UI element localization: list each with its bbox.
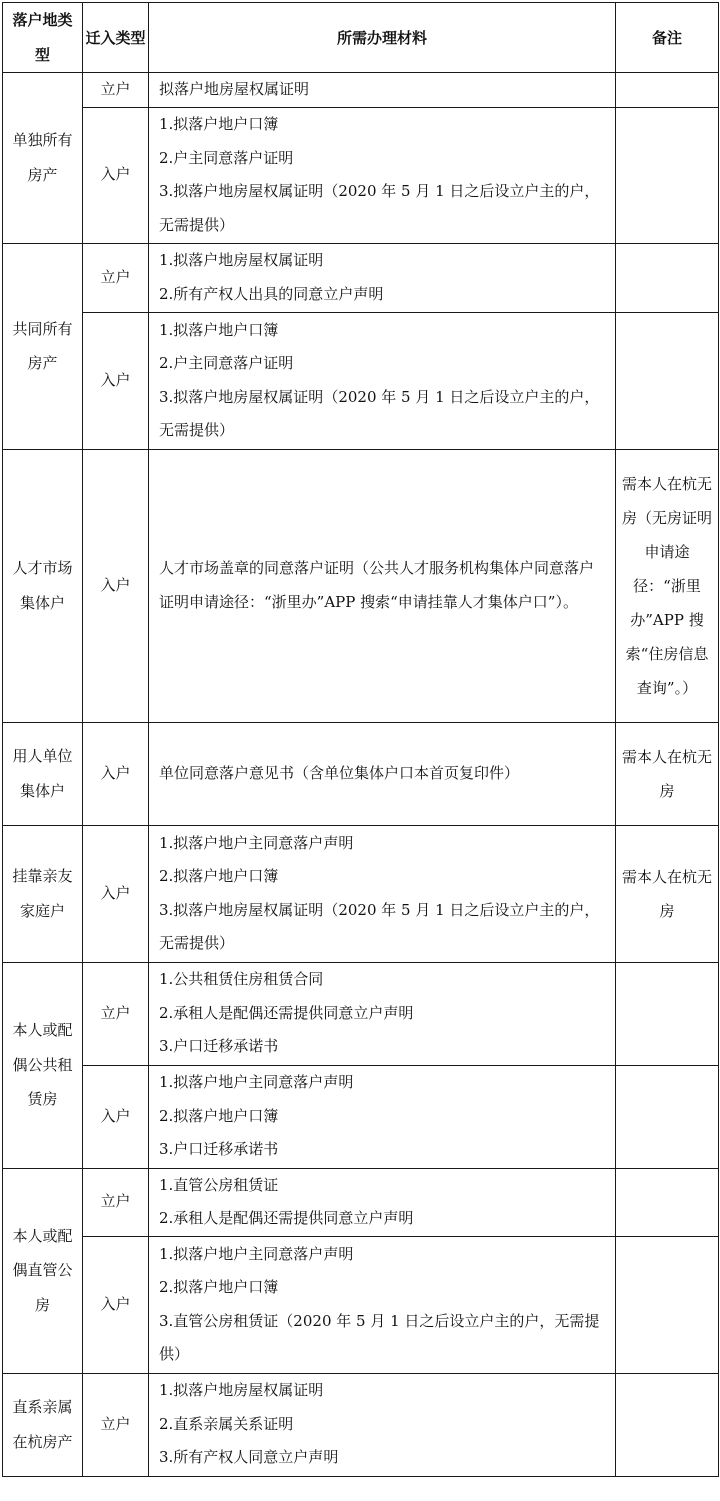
note-cell (616, 243, 719, 312)
materials-cell (149, 962, 616, 1065)
materials-cell (149, 1168, 616, 1236)
note-cell: 需本人在杭无房（无房证明申请途径：“浙里办”APP 搜索“住房信息查询”。） (616, 449, 719, 722)
note-cell (616, 1373, 719, 1476)
material-item: 2.拟落户地户口簿 (159, 1106, 279, 1125)
materials-cell (149, 825, 616, 962)
material-item: 2.承租人是配偶还需提供同意立户声明 (159, 1209, 414, 1227)
note-cell (616, 312, 719, 449)
header-move-type: 迁入类型 (83, 3, 149, 73)
type-cell: 人才市场集体户 (3, 449, 83, 722)
table-row (3, 107, 719, 243)
table-row (3, 1236, 719, 1373)
material-item: 2.户主同意落户证明 (159, 148, 294, 167)
materials-table (2, 2, 719, 1477)
materials-cell (149, 1065, 616, 1168)
note-cell (616, 1236, 719, 1373)
type-cell: 共同所有房产 (3, 243, 83, 449)
move-type-cell: 入户 (83, 449, 149, 722)
note-cell: 需本人在杭无房 (616, 722, 719, 825)
material-item: 3.户口迁移承诺书 (159, 1140, 279, 1159)
material-item: 3.直管公房租赁证（2020 年 5 月 1 日之后设立户主的户，无需提供） (159, 1311, 600, 1363)
table-row (3, 73, 719, 108)
table-row (3, 449, 719, 722)
material-item: 1.公共租赁住房租赁合同 (159, 970, 324, 989)
material-item: 2.所有产权人出具的同意立户声明 (159, 284, 384, 303)
note-cell: 需本人在杭无房 (616, 825, 719, 962)
type-cell: 直系亲属在杭房产 (3, 1373, 83, 1476)
type-cell: 本人或配偶公共租赁房 (3, 962, 83, 1168)
move-type-cell: 入户 (83, 722, 149, 825)
header-note: 备注 (616, 3, 719, 73)
material-item: 1.拟落户地户口簿 (159, 115, 279, 133)
note-cell (616, 107, 719, 243)
note-cell (616, 1065, 719, 1168)
move-type-cell: 立户 (83, 243, 149, 312)
materials-cell (149, 722, 616, 825)
type-cell: 单独所有房产 (3, 73, 83, 244)
table-row (3, 243, 719, 312)
note-cell (616, 1168, 719, 1236)
material-item: 1.拟落户地户主同意落户声明 (159, 1244, 354, 1263)
note-cell (616, 73, 719, 108)
materials-cell (149, 1236, 616, 1373)
move-type-cell: 入户 (83, 1236, 149, 1373)
type-cell: 用人单位集体户 (3, 722, 83, 825)
move-type-cell: 入户 (83, 1065, 149, 1168)
move-type-cell: 入户 (83, 825, 149, 962)
material-item: 1.直管公房租赁证 (159, 1175, 279, 1194)
materials-cell (149, 312, 616, 449)
material-item: 单位同意落户意见书（含单位集体户口本首页复印件） (159, 763, 520, 782)
type-cell: 本人或配偶直管公房 (3, 1168, 83, 1373)
material-item: 1.拟落户地房屋权属证明 (159, 1381, 324, 1400)
move-type-cell: 立户 (83, 1373, 149, 1476)
materials-cell (149, 107, 616, 243)
materials-cell (149, 1373, 616, 1476)
material-item: 2.拟落户地户口簿 (159, 867, 279, 885)
type-cell: 挂靠亲友家庭户 (3, 825, 83, 962)
materials-cell (149, 73, 616, 108)
move-type-cell: 立户 (83, 73, 149, 108)
move-type-cell: 立户 (83, 962, 149, 1065)
material-item: 3.拟落户地房屋权属证明（2020 年 5 月 1 日之后设立户主的户，无需提供） (159, 182, 600, 234)
table-row (3, 1373, 719, 1476)
materials-cell (149, 449, 616, 722)
material-item: 2.户主同意落户证明 (159, 354, 294, 372)
material-item: 1.拟落户地房屋权属证明 (159, 251, 324, 269)
materials-cell (149, 243, 616, 312)
table-row (3, 1065, 719, 1168)
table-row (3, 722, 719, 825)
table-row (3, 962, 719, 1065)
note-cell (616, 962, 719, 1065)
material-item: 1.拟落户地户主同意落户声明 (159, 1073, 354, 1092)
material-item: 1.拟落户地户口簿 (159, 320, 279, 339)
header-type: 落户地类型 (3, 3, 83, 73)
material-item: 3.所有产权人同意立户声明 (159, 1448, 339, 1467)
move-type-cell: 入户 (83, 107, 149, 243)
material-item: 2.直系亲属关系证明 (159, 1414, 294, 1433)
move-type-cell: 入户 (83, 312, 149, 449)
table-row (3, 1168, 719, 1236)
material-item: 2.拟落户地户口簿 (159, 1278, 279, 1296)
table-row (3, 312, 719, 449)
material-item: 人才市场盖章的同意落户证明（公共人才服务机构集体户同意落户证明申请途径：“浙里办”APP 搜索“申请挂靠人才集体户口”）。 (159, 559, 595, 611)
header-row (3, 3, 719, 73)
move-type-cell: 立户 (83, 1168, 149, 1236)
material-item: 3.拟落户地房屋权属证明（2020 年 5 月 1 日之后设立户主的户，无需提供） (159, 900, 600, 952)
material-item: 3.户口迁移承诺书 (159, 1037, 279, 1056)
header-materials: 所需办理材料 (149, 3, 616, 73)
material-item: 2.承租人是配偶还需提供同意立户声明 (159, 1003, 414, 1022)
material-item: 1.拟落户地户主同意落户声明 (159, 833, 354, 852)
material-item: 3.拟落户地房屋权属证明（2020 年 5 月 1 日之后设立户主的户，无需提供） (159, 387, 600, 439)
table-row (3, 825, 719, 962)
material-item: 拟落户地房屋权属证明 (159, 80, 310, 98)
